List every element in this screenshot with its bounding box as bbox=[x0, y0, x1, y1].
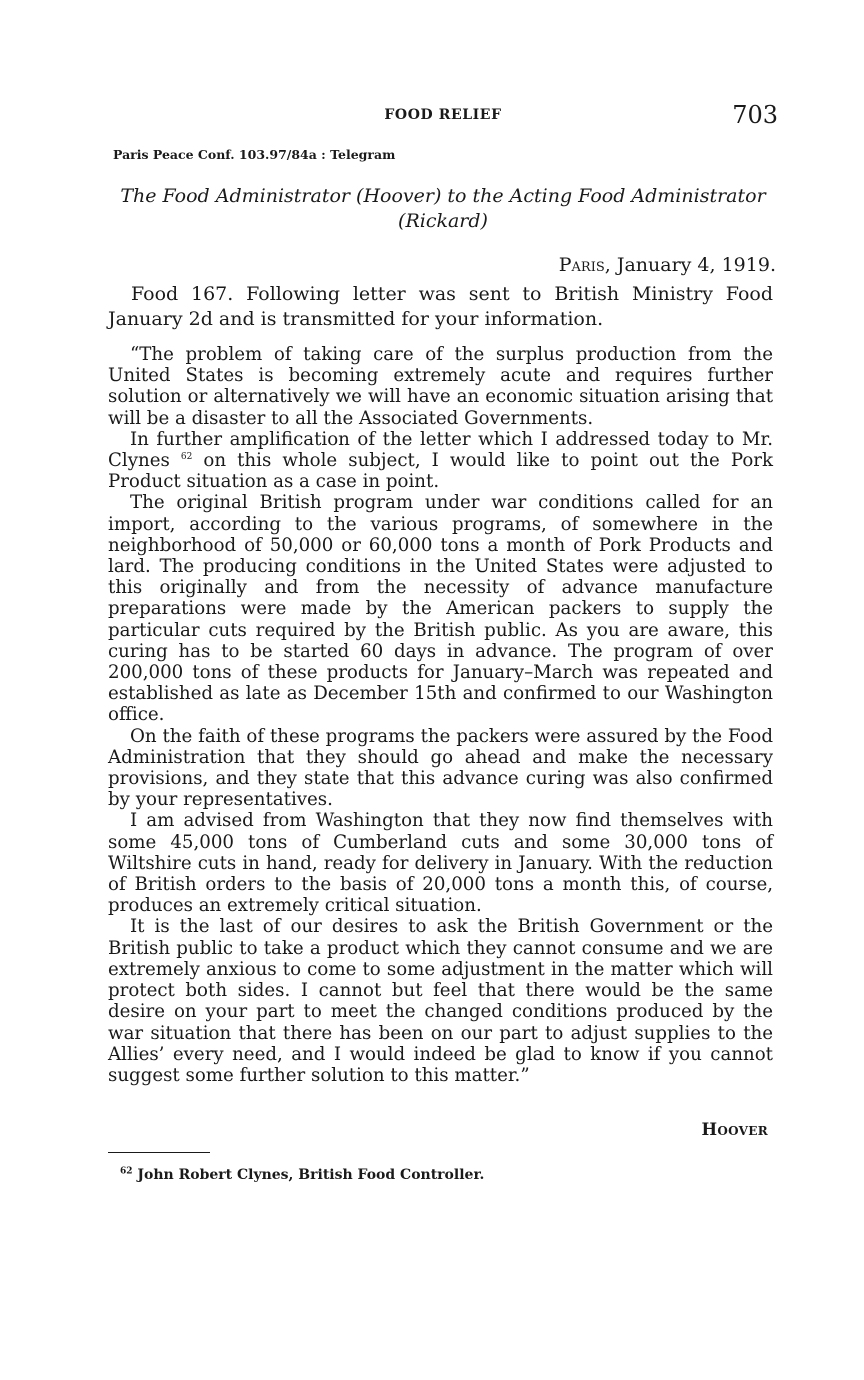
dateline-place: Paris bbox=[558, 254, 605, 276]
letter-paragraph-2-start: In further amplification of the letter which I addressed today to Mr. Clynes bbox=[108, 428, 773, 472]
letter-paragraph-1: “The problem of taking care of the surplus production from the United States is becoming extremely acute and requires further solution or alternatively we will have an economic situation arising that will be a disaster to all the Associated Governments. bbox=[108, 344, 773, 429]
intro-text: Food 167. Following letter was sent to British Ministry Food January 2d and is transmitted for your information. bbox=[108, 283, 773, 330]
letter-paragraph-5: I am advised from Washington that they now find themselves with some 45,000 tons of Cumberland cuts and some 30,000 tons of Wiltshire cuts in hand, ready for delivery in January. With the reduction of British orders to the basis of 20,000 tons a month this, of course, produces an extremely critical situation. bbox=[108, 810, 773, 917]
footnote-marker: 62 bbox=[120, 1166, 133, 1177]
heading-line-2: (Rickard) bbox=[398, 210, 488, 232]
dateline bbox=[559, 254, 776, 276]
letter-paragraph-6: It is the last of our desires to ask the British Government or the British public to take a product which they cannot consume and we are extremely anxious to come to some adjustment in the matter which will protect both sides. I cannot but feel that there would be the same desire on your part to meet the changed conditions produced by the war situation that there has been on our part to adjust supplies to the Allies’ every need, and I would indeed be glad to know if you cannot suggest some further solution to this matter.” bbox=[108, 916, 773, 1086]
intro-paragraph bbox=[108, 282, 773, 332]
footnote-reference: 62 bbox=[180, 451, 193, 462]
running-head bbox=[108, 103, 778, 129]
footnote-divider bbox=[108, 1152, 210, 1153]
letter-paragraph-2 bbox=[108, 429, 773, 493]
letter-paragraph-2-end: on this whole subject, I would like to point out the Pork Product situation as a case in point. bbox=[108, 450, 773, 493]
file-reference: Paris Peace Conf. 103.97/84a : Telegram bbox=[113, 147, 396, 162]
letter-body bbox=[108, 344, 773, 1086]
dateline-date: , January 4, 1919. bbox=[604, 254, 776, 276]
running-title: FOOD RELIEF bbox=[384, 107, 502, 123]
letter-paragraph-4: On the faith of these programs the packers were assured by the Food Administration that they should go ahead and make the necessary provisions, and they state that this advance curing was also confirmed by your representatives. bbox=[108, 725, 773, 811]
signature: Hoover bbox=[701, 1120, 768, 1139]
footnote bbox=[120, 1167, 484, 1183]
page-number: 703 bbox=[732, 101, 778, 129]
footnote-text: John Robert Clynes, British Food Controller. bbox=[137, 1167, 485, 1183]
letter-paragraph-3: The original British program under war conditions called for an import, according to the various programs, of somewhere in the neighborhood of 50,000 or 60,000 tons a month of Pork Products and lard. The producing conditions in the United States were adjusted to this originally and from the necessity of advance manufacture preparations were made by the American packers to supply the particular cuts required by the British public. As you are aware, this curing has to be started 60 days in advance. The program of over 200,000 tons of these products for January–March was repeated and established as late as December 15th and confirmed to our Washington office. bbox=[108, 492, 773, 726]
heading-line-1: The Food Administrator (Hoover) to the Acting Food Administrator bbox=[120, 185, 766, 207]
document-heading bbox=[108, 184, 778, 234]
